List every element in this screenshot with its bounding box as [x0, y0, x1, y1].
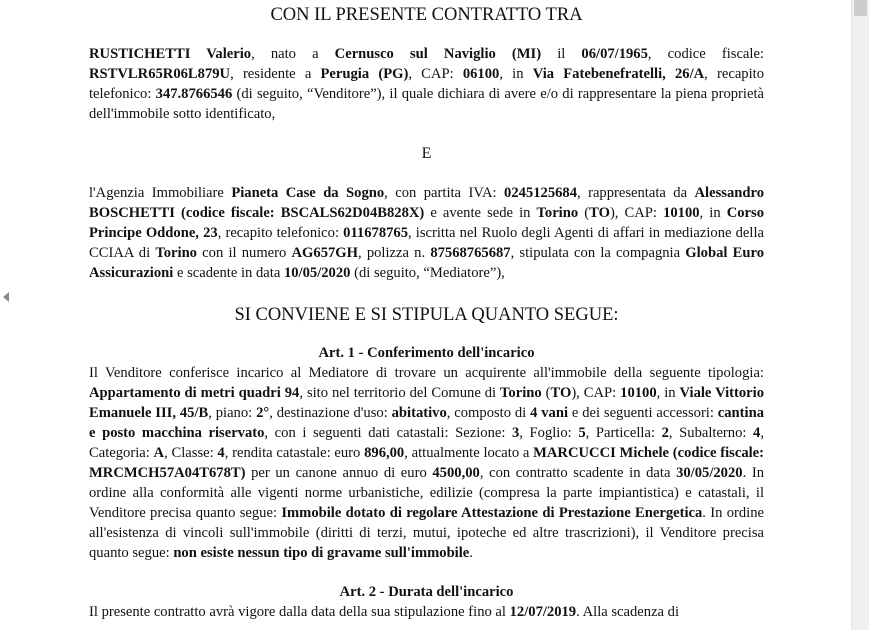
- art1-type: Appartamento di metri quadri 94: [89, 385, 300, 401]
- text: (: [578, 205, 590, 221]
- text: , CAP:: [408, 66, 463, 82]
- art1-class: 4: [217, 445, 225, 461]
- text: , con contratto scadente in data: [479, 465, 677, 481]
- agency-address: Corso Principe Oddone, 23: [89, 205, 765, 241]
- text: l'Agenzia Immobiliare: [89, 185, 232, 201]
- agreement-heading: SI CONVIENE E SI STIPULA QUANTO SEGUE:: [234, 305, 619, 325]
- seller-cap: 06100: [462, 66, 500, 82]
- art2-paragraph: [89, 602, 764, 622]
- art1-title: Art. 1 - Conferimento dell'incarico: [318, 345, 535, 361]
- scrollbar-thumb[interactable]: [854, 0, 867, 16]
- agency-province: TO: [589, 205, 610, 221]
- art1-lease-end: 30/05/2020: [676, 465, 743, 481]
- text: e avente sede in: [424, 205, 537, 221]
- art1-section: 3: [512, 425, 520, 441]
- text: ), CAP:: [571, 385, 621, 401]
- art1-sub: 4: [753, 425, 761, 441]
- text: .: [469, 545, 473, 561]
- text: , in: [656, 385, 680, 401]
- art1-category: A: [153, 445, 165, 461]
- art1-income: 896,00: [364, 445, 405, 461]
- text: , in: [499, 66, 533, 82]
- art1-parcel: 2: [661, 425, 669, 441]
- art1-use: abitativo: [391, 405, 447, 421]
- agency-paragraph: [89, 183, 764, 283]
- art1-city: Torino: [500, 385, 542, 401]
- text: , Particella:: [585, 425, 662, 441]
- text: , residente a: [230, 66, 321, 82]
- agency-phone: 011678765: [343, 225, 409, 241]
- text: con il numero: [196, 245, 292, 261]
- art1-tenant: MARCUCCI Michele (codice fiscale: MRCMCH57A04T678T): [89, 445, 765, 481]
- text: . In ordine all'esistenza di vincoli sull'immobile (diritti di terzi, mutui, ipoteche ed altre trascrizioni), il Venditore precisa quanto segue:: [89, 505, 765, 561]
- art1-sheet: 5: [578, 425, 586, 441]
- agency-representative: Alessandro BOSCHETTI (codice fiscale: BSCALS62D04B828X): [89, 185, 764, 221]
- seller-address: Via Fatebenefratelli, 26/A: [532, 66, 705, 82]
- text: (: [541, 385, 551, 401]
- text: , rendita catastale: euro: [224, 445, 365, 461]
- text: , iscritta nel Ruolo degli Agenti di affari in mediazione della CCIAA di: [89, 225, 764, 261]
- seller-birth-city: Cernusco sul Naviglio (MI): [334, 46, 542, 62]
- vertical-scrollbar[interactable]: [851, 0, 869, 630]
- text: , con partita IVA:: [384, 185, 505, 201]
- art1-rooms: 4 vani: [530, 405, 569, 421]
- agency-name: Pianeta Case da Sogno: [231, 185, 385, 201]
- text: , codice fiscale:: [647, 46, 764, 62]
- agency-policy: 87568765687: [430, 245, 511, 261]
- text: , sito nel territorio del Comune di: [299, 385, 501, 401]
- text: Il presente contratto avrà vigore dalla data della sua stipulazione fino al: [89, 604, 510, 620]
- seller-phone: 347.8766546: [155, 86, 233, 102]
- text: , stipulata con la compagnia: [510, 245, 686, 261]
- text: , in: [699, 205, 727, 221]
- text: (di seguito, “Venditore”), il quale dichiara di avere e/o di rappresentare la piena proprietà dell'immobile sotto identificato,: [89, 86, 764, 122]
- text: , composto di: [446, 405, 531, 421]
- text: , piano:: [208, 405, 257, 421]
- text: . In ordine alla conformità alle vigenti norme urbanistiche, edilizie (compresa la parte impiantistica) e catastali, il Venditore precisa quanto segue:: [89, 465, 764, 521]
- agency-vat: 0245125684: [504, 185, 577, 201]
- text: , rappresentata da: [577, 185, 695, 201]
- art1-floor: 2°: [256, 405, 270, 421]
- agency-expiry: 10/05/2020: [283, 265, 351, 281]
- text: , destinazione d'uso:: [269, 405, 392, 421]
- text: . Alla scadenza di: [576, 604, 680, 620]
- seller-residence: Perugia (PG): [320, 66, 409, 82]
- art1-paragraph: [89, 363, 764, 563]
- text: , attualmente locato a: [404, 445, 534, 461]
- text: per un canone annuo di euro: [245, 465, 433, 481]
- art1-liens: non esiste nessun tipo di gravame sull'immobile: [173, 545, 470, 561]
- contract-body: [89, 0, 764, 622]
- text: ), CAP:: [609, 205, 664, 221]
- art1-energy: Immobile dotato di regolare Attestazione di Prestazione Energetica: [281, 505, 703, 521]
- agency-city: Torino: [536, 205, 579, 221]
- text: (di seguito, “Mediatore”),: [350, 265, 505, 281]
- text: , con i seguenti dati catastali: Sezione:: [264, 425, 512, 441]
- art1-cap: 10100: [620, 385, 657, 401]
- art1-address: Viale Vittorio Emanuele III, 45/B: [89, 385, 764, 421]
- seller-name: RUSTICHETTI Valerio: [89, 46, 252, 62]
- text: , Subalterno:: [668, 425, 754, 441]
- seller-paragraph: [89, 44, 764, 124]
- contract-heading: CON IL PRESENTE CONTRATTO TRA: [270, 5, 583, 25]
- and-separator: E: [421, 145, 432, 162]
- text: , polizza n.: [358, 245, 431, 261]
- text: , recapito telefonico:: [217, 225, 344, 241]
- text: e scadente in data: [173, 265, 284, 281]
- text: il: [541, 46, 582, 62]
- agency-cap: 10100: [663, 205, 700, 221]
- text: , recapito telefonico:: [89, 66, 765, 102]
- text: , Classe:: [164, 445, 218, 461]
- text: , nato a: [251, 46, 335, 62]
- text: , Categoria:: [89, 425, 764, 461]
- agency-reg-no: AG657GH: [291, 245, 358, 261]
- left-arrow-icon[interactable]: [3, 292, 9, 302]
- art2-end-date: 12/07/2019: [509, 604, 577, 620]
- art1-rent: 4500,00: [432, 465, 480, 481]
- seller-tax-code: RSTVLR65R06L879U: [89, 66, 231, 82]
- agency-cciaa: Torino: [155, 245, 197, 261]
- text: e dei seguenti accessori:: [568, 405, 718, 421]
- art1-extras: cantina e posto macchina riservato: [89, 405, 764, 441]
- seller-birth-date: 06/07/1965: [581, 46, 648, 62]
- art2-title: Art. 2 - Durata dell'incarico: [339, 584, 514, 600]
- text: Il Venditore conferisce incarico al Mediatore di trovare un acquirente all'immobile della seguente tipologia:: [89, 365, 764, 381]
- text: , Foglio:: [519, 425, 579, 441]
- art1-province: TO: [550, 385, 572, 401]
- agency-insurer: Global Euro Assicurazioni: [89, 245, 764, 281]
